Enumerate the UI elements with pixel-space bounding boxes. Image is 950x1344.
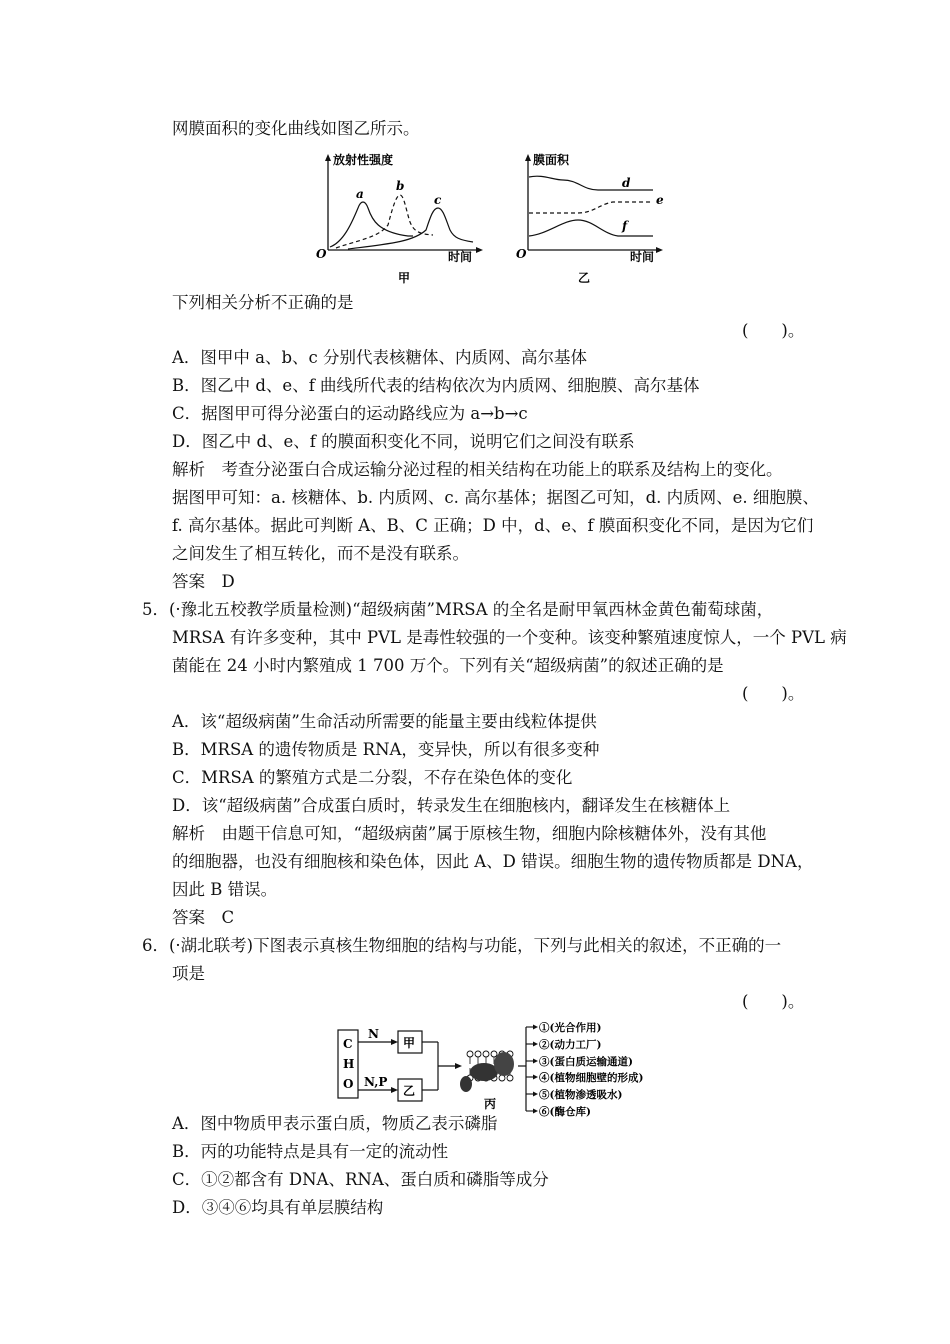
function-6: ⑥(酶仓库) [539, 1106, 591, 1118]
arrow-n-label: N [368, 1027, 379, 1041]
q4-paren: ( )。 [742, 321, 805, 340]
q6-stem-1: 6．(·湖北联考)下图表示真核生物细胞的结构与功能，下列与此相关的叙述，不正确的一 [142, 936, 782, 955]
element-c: C [343, 1037, 353, 1051]
membrane-protein-1 [470, 1063, 498, 1081]
membrane-caption: 丙 [484, 1097, 497, 1111]
q5-analysis-3: 因此 B 错误。 [172, 880, 278, 899]
q6-paren: ( )。 [742, 992, 805, 1011]
label-a: a [356, 187, 364, 201]
yi-ylabel: 膜面积 [533, 153, 570, 167]
q5-answer: 答案 C [172, 908, 235, 927]
q5-stem-1: 5．(·豫北五校教学质量检测)“超级病菌”MRSA 的全名是耐甲氧西林金黄色葡萄球菌， [142, 600, 774, 619]
label-f: f [622, 219, 628, 233]
q6-option-b: B．丙的功能特点是具有一定的流动性 [172, 1142, 449, 1161]
figure-cell-structure [334, 1018, 664, 1123]
label-c: c [434, 193, 442, 207]
q5-analysis-1: 解析 由题干信息可知，“超级病菌”属于原核生物，细胞内除核糖体外，没有其他 [172, 824, 767, 843]
jia-origin: O [316, 247, 327, 261]
curve-a [330, 202, 413, 247]
q5-analysis-2: 的细胞器，也没有细胞核和染色体，因此 A、D 错误。细胞生物的遗传物质都是 DNA， [172, 852, 814, 871]
q4-stem: 下列相关分析不正确的是 [172, 293, 354, 312]
curve-f [529, 220, 653, 236]
arrow-np-label: N,P [364, 1075, 388, 1089]
q6-option-d: D．③④⑥均具有单层膜结构 [172, 1198, 384, 1217]
function-4: ④(植物细胞壁的形成) [539, 1072, 644, 1084]
membrane-protein-2 [494, 1052, 514, 1076]
q5-stem-3: 菌能在 24 小时内繁殖成 1 700 万个。下列有关“超级病菌”的叙述正确的是 [172, 656, 724, 675]
membrane-bilayer [460, 1051, 514, 1111]
yi-origin: O [516, 247, 527, 261]
curve-d [529, 176, 653, 190]
intro-text: 网膜面积的变化曲线如图乙所示。 [172, 119, 420, 138]
q5-option-d: D．该“超级病菌”合成蛋白质时，转录发生在细胞核内，翻译发生在核糖体上 [172, 796, 731, 815]
q4-answer: 答案 D [172, 572, 235, 591]
label-d: d [622, 176, 631, 190]
q5-stem-2: MRSA 有许多变种，其中 PVL 是毒性较强的一个变种。该变种繁殖速度惊人，一个 PVL 病 [172, 628, 847, 647]
element-h: H [343, 1057, 355, 1071]
curve-c [348, 208, 473, 249]
q4-analysis-1: 解析 考查分泌蛋白合成运输分泌过程的相关结构在功能上的联系及结构上的变化。 [172, 460, 783, 479]
jia-ylabel: 放射性强度 [333, 153, 394, 167]
q4-option-d: D．图乙中 d、e、f 的膜面积变化不同，说明它们之间没有联系 [172, 432, 635, 451]
q4-option-c: C．据图甲可得分泌蛋白的运动路线应为 a→b→c [172, 404, 528, 423]
figure-membrane-charts [318, 150, 698, 290]
jia-xlabel: 时间 [448, 250, 473, 264]
q5-option-c: C．MRSA 的繁殖方式是二分裂，不存在染色体的变化 [172, 768, 573, 787]
q4-analysis-3: f. 高尔基体。据此可判断 A、B、C 正确；D 中，d、e、f 膜面积变化不同，是因为它们 [172, 516, 814, 535]
q5-option-b: B．MRSA 的遗传物质是 RNA，变异快，所以有很多变种 [172, 740, 600, 759]
membrane-protein-3 [460, 1076, 472, 1092]
curve-b [336, 195, 433, 248]
q6-option-a: A．图中物质甲表示蛋白质，物质乙表示磷脂 [172, 1114, 498, 1133]
curve-e [529, 202, 653, 213]
jia-caption: 甲 [398, 271, 411, 285]
q4-analysis-2: 据图甲可知：a. 核糖体、b. 内质网、c. 高尔基体；据图乙可知，d. 内质网、e. 细胞膜、 [172, 488, 819, 507]
element-o: O [343, 1077, 354, 1091]
chart-jia [316, 152, 483, 285]
function-3: ③(蛋白质运输通道) [539, 1056, 633, 1068]
box-jia-label: 甲 [403, 1036, 416, 1050]
yi-caption: 乙 [578, 271, 591, 285]
box-yi-label: 乙 [403, 1084, 416, 1098]
q6-stem-2: 项是 [172, 964, 205, 983]
function-2: ②(动力工厂) [539, 1039, 602, 1051]
q4-option-b: B．图乙中 d、e、f 曲线所代表的结构依次为内质网、细胞膜、高尔基体 [172, 376, 700, 395]
label-e: e [656, 193, 664, 207]
function-5: ⑤(植物渗透吸水) [539, 1089, 623, 1101]
yi-xlabel: 时间 [630, 250, 655, 264]
q6-option-c: C．①②都含有 DNA、RNA、蛋白质和磷脂等成分 [172, 1170, 549, 1189]
q5-option-a: A．该“超级病菌”生命活动所需要的能量主要由线粒体提供 [172, 712, 597, 731]
label-b: b [396, 179, 405, 193]
q5-paren: ( )。 [742, 684, 805, 703]
chart-yi [516, 152, 664, 285]
function-1: ①(光合作用) [539, 1022, 602, 1034]
q4-analysis-4: 之间发生了相互转化，而不是没有联系。 [172, 544, 469, 563]
q4-option-a: A．图甲中 a、b、c 分别代表核糖体、内质网、高尔基体 [172, 348, 588, 367]
